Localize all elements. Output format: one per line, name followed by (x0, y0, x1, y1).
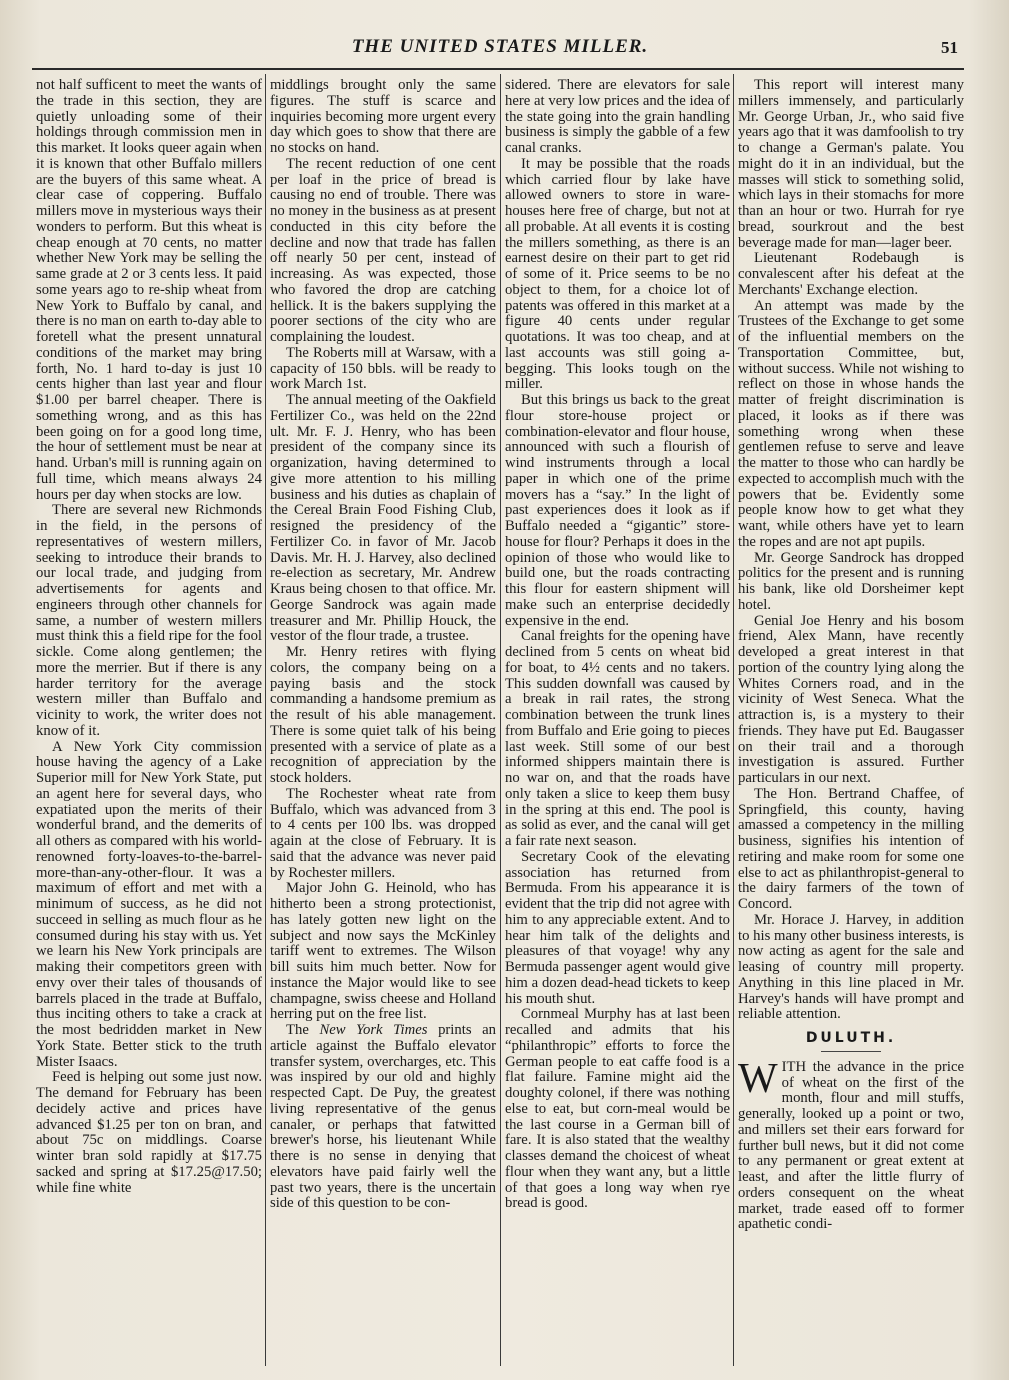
drop-cap: W (738, 1055, 778, 1102)
paragraph (738, 1055, 964, 1233)
paragraph: The Roberts mill at Warsaw, with a capacity of 150 bbls. will be ready to work March 1st. (270, 344, 496, 393)
paragraph: not half sufficent to meet the wants of the trade in this section, they are quietly unloading some of their holdings through commission men in this market. It looks queer again when it is known that other Buffalo millers are the buyers of this same wheat. A clear case of coppering. Buffalo millers move in mysterious ways their wonders to perform. But this wheat is cheap enough at 70 cents, no matter whether New York may be selling the same grade at 2 or 3 cents less. It paid some years ago to re-ship wheat from New York to Buffalo by canal, and there is no man on earth to-day able to foretell what the present unnatural conditions of the market may bring forth, No. 1 hard to-day is just 10 cents higher than last year and flour $1.00 per barrel cheaper. There is something wrong, and as this has been going on for a good long time, the hour of settlement must be near at hand. Urban's mill is running again on full time, which means always 24 hours per day when stocks are low. (36, 78, 262, 503)
section-heading-rule (821, 1051, 881, 1052)
paragraph: Cornmeal Murphy has at last been recalled and admits that his “philanthropic” efforts to force the German people to eat caffe food is a flat failure. Famine might aid the doughty colonel, if there was nothing else to eat, but corn-meal would be the last course in a German bill of fare. It is also stated that the wealthy classes demand the choicest of wheat flour when they want any, but a little of that goes a long way when rye bread is good. (505, 1006, 730, 1212)
paragraph: There are several new Richmonds in the field, in the persons of representatives of western millers, seeking to introduce their brands to our local trade, and judging from advertisements for agents and engineers through other channels for same, a number of western millers must think this a field ripe for the fool sickle. Come along gentlemen; the more the merrier. But if there is any harder territory for the average western miller than Buffalo and vicinity to work, the writer does not know of it. (36, 502, 262, 739)
paragraph: Mr. George Sandrock has dropped politics for the present and is running his bank, like old Dorsheimer kept hotel. (738, 549, 964, 613)
text-run: ITH the advance in the price of wheat on the first of the month, flour and mill stuffs, generally, looked up a point or two, and millers set their ears forward for further bull news, but it did not come to any permanent or great extent at least, and after the little flurry of orders consequent on the wheat market, trade eased off to former apathetic condi- (738, 1058, 964, 1233)
paragraph: It may be possible that the roads which carried flour by lake have allowed owners to store in ware-houses here free of charge, but not at all probable. At all events it is costing the millers something, as there is an earnest desire on their part to get rid of some of it. Price seems to be no object to them, for a choice lot of patents was offered in this market at a figure 40 cents under regular quotations. It was too cheap, and at last accounts was still going a-begging. This looks tough on the miller. (505, 155, 730, 393)
paragraph: The Hon. Bertrand Chaffee, of Springfield, this county, having amassed a competency in the milling business, signifies his intention of retiring and make room for some one else to act as philanthropist-general to the dairy farmers of the town of Concord. (738, 785, 964, 912)
paragraph: Canal freights for the opening have declined from 5 cents on wheat bid for boat, to 4½ cents and no takers. This sudden downfall was caused by a break in rail rates, the strong combination between the trunk lines from Buffalo and Erie going to pieces last week. Still some of our best informed shippers maintain there is no war on, and that the roads have only taken a slice to keep them busy in the spring at this end. The pool is as solid as ever, and the canal will get a fair rate next season. (505, 628, 730, 849)
paragraph: Lieutenant Rodebaugh is convalescent after his defeat at the Merchants' Exchange election. (738, 250, 964, 298)
paragraph: The annual meeting of the Oakfield Fertilizer Co., was held on the 22nd ult. Mr. F. J. Henry, who has been president of the company since its organization, having determined to give more attention to his milling business and his duties as chaplain of the Cereal Brain Food Fishing Club, resigned the presidency of the Fertilizer Co. in favor of Mr. Jacob Davis. Mr. H. J. Harvey, also declined re-election as secretary, Mr. Andrew Kraus being chosen to that office. Mr. George Sandrock was again made treasurer and Mr. Phillip Houck, the vestor of the flour trade, a trustee. (270, 392, 496, 645)
column-3 (505, 78, 730, 1363)
column-divider (265, 74, 266, 1366)
newspaper-title: New York Times (319, 1022, 428, 1038)
paragraph: Secretary Cook of the elevating association has returned from Bermuda. From his appearance it is evident that the trip did not agree with him to any appreciable extent. And to hear him talk of the delights and pleasures of that voyage! why any Bermuda passenger agent would give him a dozen dead-head tickets to keep his mouth shut. (505, 848, 730, 1007)
paragraph: The recent reduction of one cent per loaf in the price of bread is causing no end of trouble. There was no money in the business as at present conducted in this city before the decline and now that trade has fallen off nearly 50 per cent, instead of increasing. As was expected, those who favored the drop are catching hellick. It is the bakers supplying the poorer sections of the city who are complaining the loudest. (270, 155, 496, 345)
paragraph: Mr. Horace J. Harvey, in addition to his many other business interests, is now acting as agent for the sale and leasing of country mill property. Anything in this line placed in Mr. Harvey's hands will have prompt and reliable attention. (738, 911, 964, 1023)
column-1 (36, 78, 262, 1363)
paragraph (270, 1023, 496, 1212)
paragraph: An attempt was made by the Trustees of the Exchange to get some of the influential members on the Transportation Committee, but, without success. While not wishing to reflect on those in whose hands the matter of freight discrimination is placed, it looks as if there was something wrong when these gentlemen refuse to serve and leave the matter to those who can hardly be expected to accomplish much with the powers that be. Evidently some people know how to get what they want, while others have yet to learn the ropes and are not apt pupils. (738, 297, 964, 550)
paragraph: Feed is helping out some just now. The demand for February has been decidely active and prices have advanced $1.25 per ton on bran, and about 75c on middlings. Coarse winter bran sold rapidly at $17.75 sacked and spring at $17.25@17.50; while fine white (36, 1069, 262, 1196)
paragraph: The Rochester wheat rate from Buffalo, which was advanced from 3 to 4 cents per 100 lbs. was dropped again at the close of February. It is said that the advance was never paid by Rochester millers. (270, 785, 496, 881)
column-4 (738, 78, 964, 1363)
paragraph: Genial Joe Henry and his bosom friend, Alex Mann, have recently developed a great interest in that portion of the country lying along the Whites Corners road, and in the vicinity of West Seneca. What the attraction is, is a mystery to their friends. They have put Ed. Baugasser on their trail and a thorough investigation is assured. Further particulars in our next. (738, 612, 964, 786)
paragraph: A New York City commission house having the agency of a Lake Superior mill for New York State, put an agent here for several days, who expatiated upon the merits of their wonderful brand, and the demerits of all others as compared with his world-renowned forty-loaves-to-the-barrel-more-than-any-other-flour. It was a maximum of effort and met with a minimum of success, as he did not succeed in selling as much flour as he consumed during his stay with us. Yet we learn his New York principals are making their competitors green with envy over their tales of thousands of barrels placed in the trade at Buffalo, thus inciting others to take a crack at the most bedridden market in New York State. Better stick to the truth Mister Isaacs. (36, 738, 262, 1070)
paragraph: middlings brought only the same figures. The stuff is scarce and inquiries becoming more urgent every day which goes to show that there are no stocks on hand. (270, 78, 496, 156)
column-2 (270, 78, 496, 1363)
column-divider (500, 74, 501, 1366)
text-run: prints an article against the Buffalo elevator transfer system, overcharges, etc. This was inspired by our old and highly respected Capt. De Puy, the greatest living representative of the genus canaler, or perhaps that fatwitted brewer's horse, his lieutenant While there is no sense in denying that elevators have paid fairly well the past two years, there is the uncertain side of this question to be con- (270, 1022, 496, 1212)
paragraph: But this brings us back to the great flour store-house project or combination-elevator and flour house, announced with such a flourish of wind instruments through a local paper in which one of the prime movers has a “say.” In the light of past experiences does it look as if Buffalo needed a “gigantic” store-house for flour? Perhaps it does in the opinion of those who would like to build one, but the roads contracting this flour for eastern shipment will make such an enterprise decidedly expensive in the end. (505, 392, 730, 629)
paragraph: Major John G. Heinold, who has hitherto been a strong protectionist, has lately gotten new light on the subject and now says the McKinley tariff went to extremes. The Wilson bill suits him much better. Now for instance the Major would like to see champagne, swiss cheese and Holland herring put on the free list. (270, 880, 496, 1023)
paragraph: This report will interest many millers immensely, and particularly Mr. George Urban, Jr., who said five years ago that it was damfoolish to try to change a German's palate. You might do it in an individual, but the masses will stick to something solid, which lays in their stomachs for more than an hour or two. Hurrah for rye bread, sourkrout and the best beverage made for man—lager beer. (738, 78, 964, 251)
paragraph: sidered. There are elevators for sale here at very low prices and the idea of the state going into the grain handling business is simply the gabble of a few canal cranks. (505, 78, 730, 156)
column-divider (733, 74, 734, 1366)
paragraph: Mr. Henry retires with flying colors, the company being on a paying basis and the stock commanding a handsome premium as the result of his able management. There is some quiet talk of his being presented with a service of plate as a recognition of appreciation by the stock holders. (270, 644, 496, 786)
section-heading: DULUTH. (805, 1030, 897, 1046)
header-rule (32, 68, 964, 70)
page-header (30, 36, 970, 66)
page-number: 51 (941, 38, 958, 57)
text-run: The (286, 1022, 320, 1038)
running-title: THE UNITED STATES MILLER. (351, 36, 649, 57)
